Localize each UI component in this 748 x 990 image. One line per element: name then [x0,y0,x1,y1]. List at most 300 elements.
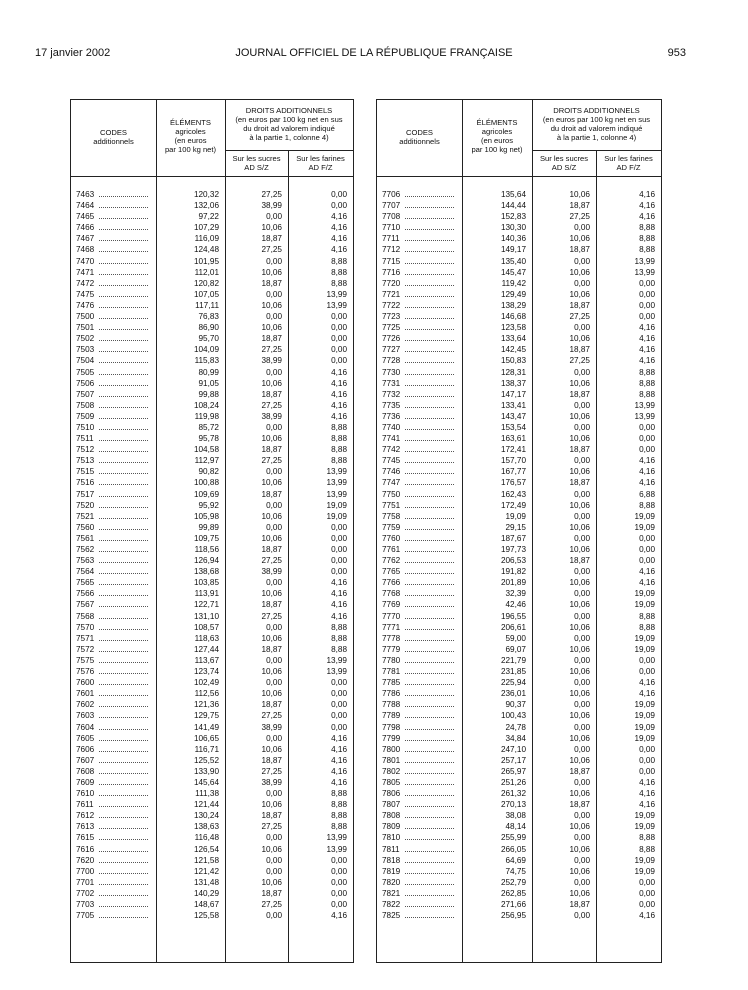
sucres-cell: 0,00 [266,911,282,921]
dot-leader [405,773,454,774]
code-cell: 7736 [382,411,401,421]
farines-cell: 4,16 [331,212,347,222]
code-cell: 7510 [76,422,95,432]
code-cell: 7517 [76,489,95,499]
code-cell: 7728 [382,356,401,366]
elements-cell: 265,97 [500,766,526,776]
dot-leader [405,740,454,741]
sucres-cell: 0,00 [266,578,282,588]
elements-cell: 48,14 [505,822,526,832]
code-cell: 7750 [382,489,401,499]
table-row [377,222,661,233]
header-bottom-rule [71,176,353,177]
elements-cell: 157,70 [500,456,526,466]
code-cell: 7468 [76,245,95,255]
dot-leader [405,817,454,818]
table-row [71,622,353,633]
code-cell: 7463 [76,190,95,199]
table-row [71,444,353,455]
table-row [71,500,353,511]
sucres-cell: 38,99 [261,722,282,732]
table-row [71,744,353,755]
code-cell: 7600 [76,678,95,688]
dot-leader [99,784,148,785]
sucres-cell: 18,87 [569,556,590,566]
sucres-cell: 10,06 [569,866,590,876]
table-row [377,577,661,588]
page-number: 953 [667,47,686,59]
elements-cell: 138,68 [193,567,219,577]
elements-cell: 64,69 [505,855,526,865]
farines-cell: 8,88 [331,800,347,810]
table-row [71,644,353,655]
code-cell: 7608 [76,766,95,776]
elements-cell: 121,44 [193,800,219,810]
sucres-cell: 0,00 [266,655,282,665]
code-cell: 7562 [76,545,95,554]
elements-cell: 247,10 [500,744,526,754]
farines-cell: 19,09 [634,633,655,643]
elements-cell: 130,30 [500,223,526,233]
elements-cell: 125,58 [193,911,219,921]
elements-cell: 124,48 [193,245,219,255]
dot-leader [405,473,454,474]
dot-leader [405,762,454,763]
table-row [71,311,353,322]
dot-leader [99,229,148,230]
code-cell: 7716 [382,267,401,277]
sucres-cell: 10,06 [569,578,590,588]
farines-cell: 19,09 [634,600,655,610]
sucres-cell: 0,00 [574,223,590,233]
table-row [377,411,661,422]
sucres-cell: 10,06 [569,378,590,388]
elements-cell: 100,88 [193,478,219,488]
elements-cell: 95,78 [198,434,219,444]
code-cell: 7611 [76,800,94,810]
sucres-cell: 27,25 [569,312,590,322]
table-row [377,877,661,888]
dot-leader [99,751,148,752]
code-cell: 7707 [382,201,401,211]
table-row [71,877,353,888]
dot-leader [99,762,148,763]
code-cell: 7506 [76,378,95,388]
elements-cell: 107,29 [193,223,219,233]
code-cell: 7508 [76,400,95,410]
header-bottom-rule [377,176,661,177]
sucres-cell: 0,00 [574,611,590,621]
elements-cell: 270,13 [500,800,526,810]
table-row [377,433,661,444]
dot-leader [405,729,454,730]
farines-cell: 19,09 [634,511,655,521]
elements-cell: 59,00 [505,633,526,643]
dot-leader [99,396,148,397]
farines-cell: 8,88 [331,811,347,821]
table-row [71,766,353,777]
elements-cell: 38,08 [505,811,526,821]
header-codes [71,128,156,146]
elements-cell: 162,43 [500,489,526,499]
farines-cell: 4,16 [639,334,655,344]
table-row [71,455,353,466]
table-row [377,910,661,921]
code-cell: 7515 [76,467,95,477]
dot-leader [99,773,148,774]
table-row [71,511,353,522]
sucres-cell: 18,87 [569,766,590,776]
table-row [71,300,353,311]
dot-leader [405,784,454,785]
table-row [71,333,353,344]
table-row [71,400,353,411]
table-row [377,256,661,267]
farines-cell: 13,99 [634,411,655,421]
sucres-cell: 18,87 [261,445,282,455]
farines-cell: 4,16 [331,755,347,765]
elements-cell: 143,47 [500,411,526,421]
code-cell: 7735 [382,400,401,410]
farines-cell: 13,99 [634,256,655,266]
code-cell: 7806 [382,789,401,799]
elements-cell: 121,58 [193,855,219,865]
header-elements-line: ÉLÉMENTS [170,118,211,127]
elements-cell: 74,75 [505,866,526,876]
header-droits-line: DROITS ADDITIONNELS [245,106,333,115]
table-row [377,489,661,500]
table-row [377,555,661,566]
code-cell: 7604 [76,722,95,732]
farines-cell: 19,09 [634,700,655,710]
table-row [377,211,661,222]
header-sucres-line: Sur les sucres [539,154,589,163]
elements-cell: 131,48 [193,877,219,887]
dot-leader [405,407,454,408]
farines-cell: 8,88 [639,611,655,621]
dot-leader [99,673,148,674]
farines-cell: 4,16 [639,678,655,688]
elements-cell: 104,58 [193,445,219,455]
dot-leader [405,884,454,885]
farines-cell: 6,88 [639,489,655,499]
elements-cell: 80,99 [198,367,219,377]
farines-cell: 19,09 [634,589,655,599]
sucres-cell: 10,06 [261,223,282,233]
sucres-cell: 0,00 [266,256,282,266]
dot-leader [99,240,148,241]
table-row [377,832,661,843]
sucres-cell: 10,06 [569,522,590,532]
table-row [71,888,353,899]
sucres-cell: 0,00 [266,467,282,477]
code-cell: 7762 [382,556,401,566]
table-row [71,688,353,699]
elements-cell: 90,82 [198,467,219,477]
code-cell: 7781 [382,667,401,677]
table-row [71,566,353,577]
page-date: 17 janvier 2002 [35,47,111,59]
sucres-cell: 18,87 [261,755,282,765]
sucres-cell: 0,00 [574,256,590,266]
elements-cell: 146,68 [500,312,526,322]
elements-cell: 172,41 [500,445,526,455]
farines-cell: 0,00 [331,190,347,199]
farines-cell: 13,99 [326,655,347,665]
elements-cell: 271,66 [500,900,526,909]
elements-cell: 135,40 [500,256,526,266]
code-cell: 7730 [382,367,401,377]
farines-cell: 0,00 [331,312,347,322]
dot-leader [99,584,148,585]
sucres-cell: 10,06 [569,545,590,554]
code-cell: 7765 [382,567,401,577]
dot-leader [405,751,454,752]
elements-cell: 167,77 [500,467,526,477]
code-cell: 7726 [382,334,401,344]
farines-cell: 8,88 [639,500,655,510]
sucres-cell: 18,87 [261,644,282,654]
elements-cell: 113,67 [194,655,219,665]
farines-cell: 13,99 [326,300,347,310]
elements-cell: 123,58 [500,323,526,333]
sucres-cell: 27,25 [261,456,282,466]
farines-cell: 4,16 [331,744,347,754]
header-farines [596,154,661,172]
header-elements [156,118,225,154]
dot-leader [405,518,454,519]
farines-cell: 4,16 [639,911,655,921]
farines-cell: 4,16 [639,689,655,699]
elements-cell: 103,85 [193,578,219,588]
table-row [71,522,353,533]
farines-cell: 4,16 [639,212,655,222]
farines-cell: 4,16 [331,777,347,787]
farines-cell: 13,99 [326,489,347,499]
table-row [71,544,353,555]
farines-cell: 4,16 [331,389,347,399]
elements-cell: 90,37 [505,700,526,710]
dot-leader [99,606,148,607]
header-droits [225,106,353,142]
elements-cell: 102,49 [193,678,219,688]
farines-cell: 4,16 [331,589,347,599]
elements-cell: 147,17 [500,389,526,399]
table-row [377,400,661,411]
elements-cell: 150,83 [500,356,526,366]
dot-leader [405,562,454,563]
dot-leader [405,529,454,530]
farines-cell: 4,16 [331,611,347,621]
sucres-cell: 18,87 [569,800,590,810]
table-row [71,666,353,677]
dot-leader [405,839,454,840]
dot-leader [99,440,148,441]
code-cell: 7771 [382,622,401,632]
table-row [71,866,353,877]
dot-leader [99,595,148,596]
code-cell: 7467 [76,234,95,244]
code-cell: 7502 [76,334,95,344]
code-cell: 7505 [76,367,95,377]
sucres-cell: 10,06 [261,267,282,277]
sucres-cell: 10,06 [569,434,590,444]
code-cell: 7607 [76,755,95,765]
sucres-cell: 18,87 [261,389,282,399]
sucres-cell: 0,00 [574,400,590,410]
farines-cell: 4,16 [331,223,347,233]
table-row [377,444,661,455]
elements-cell: 236,01 [500,689,526,699]
farines-cell: 19,09 [326,511,347,521]
sucres-cell: 10,06 [261,434,282,444]
elements-cell: 95,92 [198,500,219,510]
farines-cell: 0,00 [331,356,347,366]
code-cell: 7520 [76,500,95,510]
dot-leader [99,451,148,452]
code-cell: 7723 [382,312,401,322]
table-row [377,688,661,699]
dot-leader [99,662,148,663]
farines-cell: 8,88 [639,245,655,255]
dot-leader [99,895,148,896]
dot-leader [99,196,148,197]
farines-cell: 8,88 [639,622,655,632]
elements-cell: 125,52 [193,755,219,765]
code-cell: 7601 [76,689,95,699]
code-cell: 7563 [76,556,95,566]
code-cell: 7603 [76,711,95,721]
header-droits-line: (en euros par 100 kg net en sus [235,115,343,124]
farines-cell: 8,88 [639,378,655,388]
elements-cell: 197,73 [500,545,526,554]
dot-leader [99,385,148,386]
elements-cell: 141,49 [193,722,219,732]
table-row [71,233,353,244]
code-cell: 7576 [76,667,95,677]
elements-cell: 145,47 [500,267,526,277]
sucres-cell: 0,00 [574,367,590,377]
sucres-cell: 0,00 [574,511,590,521]
sucres-cell: 10,06 [569,411,590,421]
sucres-cell: 10,06 [569,667,590,677]
code-cell: 7715 [382,256,401,266]
farines-cell: 13,99 [326,844,347,854]
farines-cell: 13,99 [326,289,347,299]
elements-cell: 132,06 [193,201,219,211]
header-sucres [532,154,596,172]
sucres-cell: 0,00 [266,833,282,843]
table-row [377,666,661,677]
farines-cell: 4,16 [639,345,655,355]
dot-leader [405,296,454,297]
sucres-cell: 0,00 [574,278,590,288]
code-cell: 7758 [382,511,401,521]
farines-cell: 4,16 [331,733,347,743]
elements-cell: 118,63 [194,633,219,643]
code-cell: 7821 [382,888,401,898]
dot-leader [99,884,148,885]
sucres-cell: 18,87 [261,811,282,821]
farines-cell: 4,16 [331,400,347,410]
elements-cell: 176,57 [500,478,526,488]
dot-leader [99,407,148,408]
table-row [377,511,661,522]
header-farines [288,154,353,172]
farines-cell: 0,00 [639,877,655,887]
sucres-cell: 10,06 [569,733,590,743]
sucres-cell: 0,00 [266,789,282,799]
dot-leader [405,263,454,264]
code-cell: 7712 [382,245,401,255]
code-cell: 7521 [76,511,95,521]
dot-leader [405,662,454,663]
dot-leader [405,307,454,308]
elements-cell: 252,79 [500,877,526,887]
sucres-cell: 10,06 [569,755,590,765]
farines-cell: 0,00 [331,689,347,699]
sucres-cell: 10,06 [569,888,590,898]
sucres-cell: 27,25 [261,711,282,721]
code-cell: 7819 [382,866,401,876]
farines-cell: 19,09 [634,711,655,721]
table-row [71,278,353,289]
elements-cell: 140,36 [500,234,526,244]
code-cell: 7740 [382,422,401,432]
table-row [71,577,353,588]
sucres-cell: 0,00 [266,367,282,377]
dot-leader [405,584,454,585]
code-cell: 7720 [382,278,401,288]
elements-cell: 116,71 [194,744,219,754]
code-cell: 7705 [76,911,95,921]
sucres-cell: 10,06 [569,644,590,654]
dot-leader [99,562,148,563]
code-cell: 7745 [382,456,401,466]
code-cell: 7799 [382,733,401,743]
code-cell: 7727 [382,345,401,355]
elements-cell: 144,44 [500,201,526,211]
elements-cell: 85,72 [198,422,219,432]
sucres-cell: 27,25 [569,212,590,222]
code-cell: 7769 [382,600,401,610]
code-cell: 7561 [76,533,95,543]
table-row [377,744,661,755]
elements-cell: 19,09 [505,511,526,521]
sucres-cell: 0,00 [574,489,590,499]
dot-leader [99,795,148,796]
farines-cell: 8,88 [331,789,347,799]
farines-cell: 8,88 [331,456,347,466]
sucres-cell: 0,00 [574,323,590,333]
code-cell: 7725 [382,323,401,333]
sucres-cell: 0,00 [574,422,590,432]
elements-cell: 149,17 [500,245,526,255]
code-cell: 7721 [382,289,401,299]
table-row [377,633,661,644]
farines-cell: 0,00 [639,556,655,566]
table-row [377,533,661,544]
sucres-cell: 10,06 [261,667,282,677]
sucres-cell: 18,87 [569,900,590,909]
table-row [71,788,353,799]
table-row [71,422,353,433]
dot-leader [99,684,148,685]
farines-cell: 0,00 [639,888,655,898]
code-cell: 7811 [382,844,400,854]
code-cell: 7808 [382,811,401,821]
code-cell: 7471 [76,267,95,277]
